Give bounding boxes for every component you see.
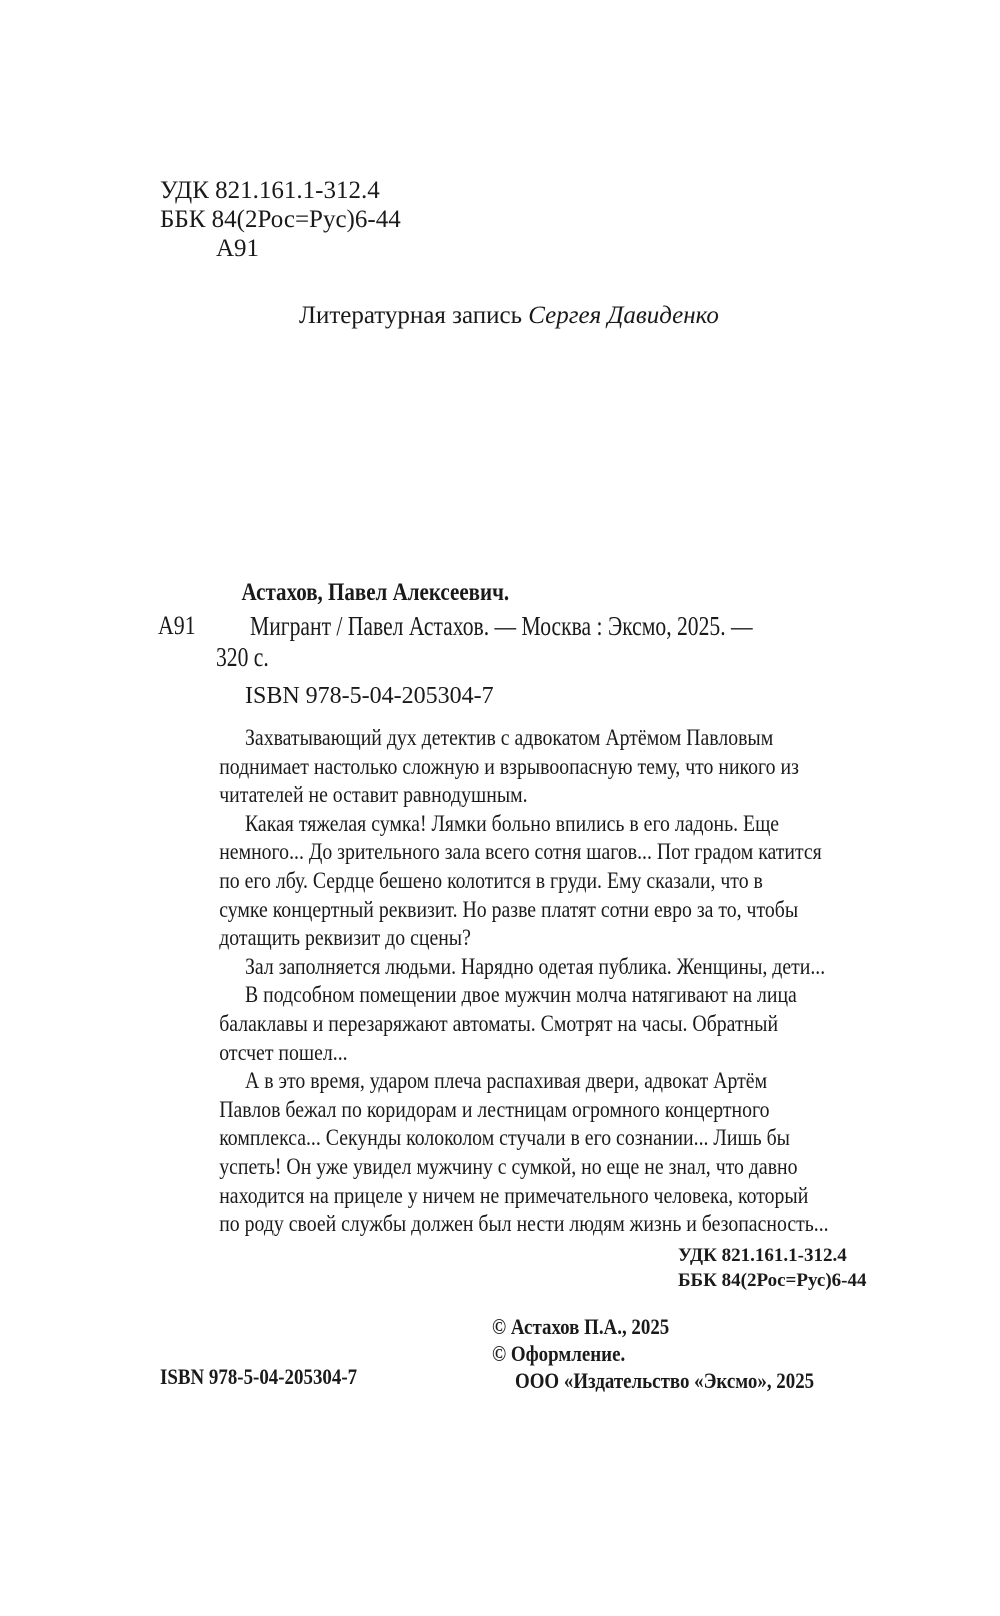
annotation-line: А в это время, ударом плеча распахивая двери, адвокат Артём — [245, 1068, 768, 1094]
author-heading: Астахов, Павел Алексеевич. — [241, 579, 510, 606]
copyright-author: © Астахов П.А., 2025 — [492, 1314, 670, 1339]
udc-code-bottom: УДК 821.161.1-312.4 — [678, 1245, 847, 1266]
literary-record-name: Сергея Давиденко — [528, 302, 719, 329]
annotation-line: балаклавы и перезаряжают автоматы. Смотрят на часы. Обратный — [219, 1010, 779, 1036]
annotation-line: по роду своей службы должен был нести людям жизнь и безопасность... — [219, 1211, 829, 1237]
isbn-bottom: ISBN 978-5-04-205304-7 — [160, 1364, 358, 1389]
annotation-line: отсчет пошел... — [219, 1039, 348, 1065]
author-mark: А91 — [158, 611, 196, 640]
udc-code-top: УДК 821.161.1-312.4 — [160, 177, 380, 204]
copyright-publisher: ООО «Издательство «Эксмо», 2025 — [515, 1368, 815, 1393]
annotation-line: успеть! Он уже увидел мужчину с сумкой, но еще не знал, что давно — [219, 1153, 798, 1179]
author-mark-top: А91 — [216, 235, 260, 262]
literary-record-prefix: Литературная запись — [299, 302, 529, 329]
annotation-line: Зал заполняется людьми. Нарядно одетая публика. Женщины, дети... — [245, 953, 826, 979]
bbk-code-bottom: ББК 84(2Рос=Рус)6-44 — [678, 1270, 867, 1291]
annotation-line: находится на прицеле у ничем не примечательного человека, который — [219, 1182, 809, 1208]
literary-record — [299, 302, 719, 330]
bbk-code-top: ББК 84(2Рос=Рус)6-44 — [160, 206, 401, 233]
isbn-record: ISBN 978-5-04-205304-7 — [245, 683, 494, 709]
annotation-line: читателей не оставит равнодушным. — [219, 782, 528, 808]
annotation-line: В подсобном помещении двое мужчин молча натягивают на лица — [245, 982, 797, 1008]
annotation-line: Захватывающий дух детектив с адвокатом Артёмом Павловым — [245, 725, 774, 750]
annotation-line: сумке концертный реквизит. Но разве платят сотни евро за то, чтобы — [219, 896, 799, 922]
copyright-design: © Оформление. — [492, 1341, 626, 1366]
annotation-line: немного... До зрительного зала всего сотня шагов... Пот градом катится — [219, 839, 822, 865]
annotation-line: комплекса... Секунды колоколом стучали в его сознании... Лишь бы — [219, 1125, 790, 1151]
annotation-line: Павлов бежал по коридорам и лестницам огромного концертного — [219, 1096, 770, 1122]
bibliographic-line-2: 320 с. — [216, 642, 269, 672]
bibliographic-line-1: Мигрант / Павел Астахов. — Москва : Эксмо, 2025. — — [250, 611, 753, 641]
annotation-line: по его лбу. Сердце бешено колотится в груди. Ему сказали, что в — [219, 867, 763, 893]
annotation-line: дотащить реквизит до сцены? — [219, 925, 471, 951]
annotation — [219, 724, 829, 1239]
annotation-line: поднимает настолько сложную и взрывоопасную тему, что никого из — [219, 753, 799, 779]
annotation-line: Какая тяжелая сумка! Лямки больно впились в его ладонь. Еще — [245, 810, 780, 836]
